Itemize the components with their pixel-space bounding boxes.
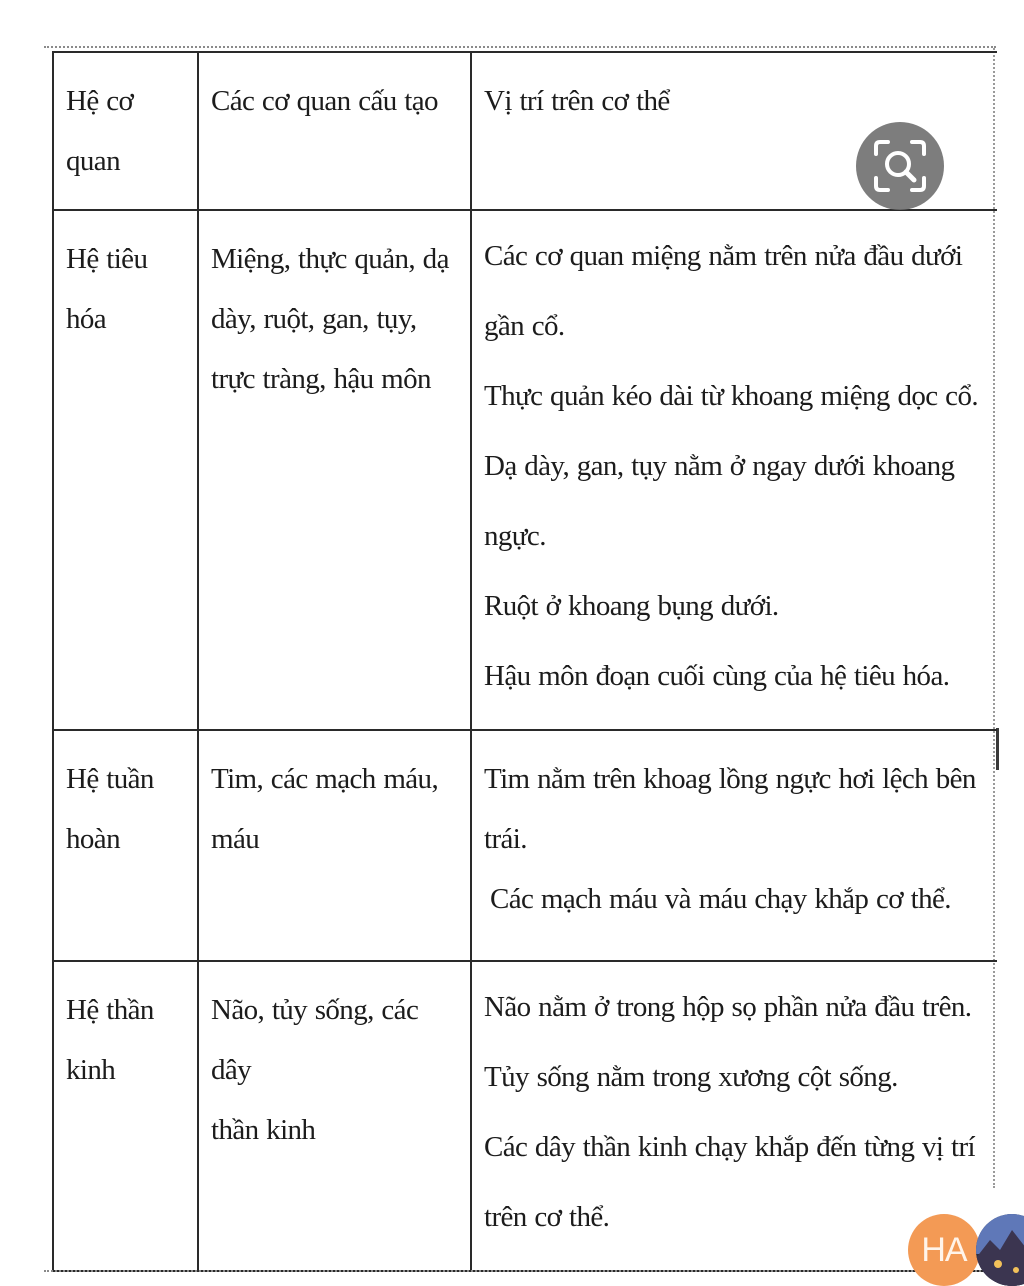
table-row xyxy=(53,210,997,730)
position-paragraph: Ruột ở khoang bụng dưới. xyxy=(484,590,779,622)
position-cell xyxy=(471,210,997,730)
zoom-search-icon xyxy=(868,134,932,198)
position-paragraph: Tim nằm trên khoag lồng ngực hơi lệch bên trái. xyxy=(484,763,976,855)
organs-line: dày, ruột, gan, tụy, xyxy=(211,303,417,335)
position-paragraph: Tủy sống nằm trong xương cột sống. xyxy=(484,1061,898,1093)
zoom-search-button[interactable] xyxy=(856,122,944,210)
page-bottom-dotted-border xyxy=(44,1270,1024,1272)
organs-cell xyxy=(198,730,471,961)
system-name-line: Hệ tuần xyxy=(66,763,154,795)
organs-line: thần kinh xyxy=(211,1114,316,1146)
system-name-line: kinh xyxy=(66,1054,116,1086)
position-paragraph: Các dây thần kinh chạy khắp đến từng vị trí trên cơ thể. xyxy=(484,1131,975,1233)
system-cell xyxy=(53,730,198,961)
organs-line: trực tràng, hậu môn xyxy=(211,363,431,395)
header-system-line: Hệ cơ xyxy=(66,85,134,117)
organs-line: máu xyxy=(211,823,260,855)
position-cell xyxy=(471,730,997,961)
system-name-line: Hệ thần xyxy=(66,994,154,1026)
organs-line: Tim, các mạch máu, xyxy=(211,763,439,795)
user-avatar-initials[interactable]: HA xyxy=(908,1214,980,1286)
table-row xyxy=(53,730,997,961)
header-position-text: Vị trí trên cơ thể xyxy=(484,85,670,117)
table-header-row xyxy=(53,52,997,210)
header-system-line: quan xyxy=(66,145,120,177)
position-paragraph: Não nằm ở trong hộp sọ phần nửa đầu trên. xyxy=(484,991,972,1023)
position-paragraph: Dạ dày, gan, tụy nằm ở ngay dưới khoang ngực. xyxy=(484,450,955,552)
organs-cell xyxy=(198,961,471,1271)
page-top-dotted-border xyxy=(44,46,996,48)
header-cell-system xyxy=(53,52,198,210)
system-name-line: hóa xyxy=(66,303,107,335)
system-name-line: hoàn xyxy=(66,823,120,855)
system-name-line: Hệ tiêu xyxy=(66,243,148,275)
system-cell xyxy=(53,961,198,1271)
table-row xyxy=(53,961,997,1271)
organ-systems-table xyxy=(52,51,997,1272)
organs-cell xyxy=(198,210,471,730)
position-paragraph: Hậu môn đoạn cuối cùng của hệ tiêu hóa. xyxy=(484,660,950,692)
position-paragraph: Các cơ quan miệng nằm trên nửa đầu dưới gần cổ. xyxy=(484,240,963,342)
header-cell-organs xyxy=(198,52,471,210)
header-organs-text: Các cơ quan cấu tạo xyxy=(211,85,438,117)
organs-line: Não, tủy sống, các dây xyxy=(211,994,419,1086)
position-paragraph: Thực quản kéo dài từ khoang miệng dọc cổ. xyxy=(484,380,979,412)
organs-line: Miệng, thực quản, dạ xyxy=(211,243,449,275)
system-cell xyxy=(53,210,198,730)
position-paragraph: Các mạch máu và máu chạy khắp cơ thể. xyxy=(490,883,951,915)
